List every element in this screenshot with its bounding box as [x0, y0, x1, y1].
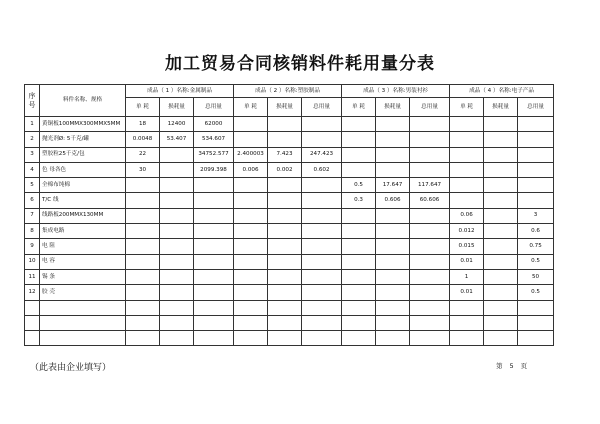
table-cell: [376, 224, 410, 239]
table-cell: [376, 331, 410, 346]
table-cell: [234, 193, 268, 208]
table-cell: [410, 254, 450, 269]
table-cell: [376, 254, 410, 269]
row-number: [25, 331, 40, 346]
table-cell: [410, 269, 450, 284]
table-cell: 3: [518, 208, 554, 223]
material-name: T/C 线: [40, 193, 126, 208]
table-cell: [518, 162, 554, 177]
row-number: 12: [25, 285, 40, 300]
table-cell: [376, 285, 410, 300]
table-cell: [126, 178, 160, 193]
row-number: 8: [25, 224, 40, 239]
table-cell: 0.01: [450, 285, 484, 300]
table-cell: [302, 178, 342, 193]
header-seq: 序号: [25, 85, 40, 117]
row-number: 9: [25, 239, 40, 254]
table-row: [25, 162, 554, 177]
table-cell: [450, 331, 484, 346]
table-row: [25, 208, 554, 223]
table-cell: [126, 224, 160, 239]
header-total-usage-2: 总用量: [302, 98, 342, 117]
table-cell: [484, 193, 518, 208]
table-cell: [234, 269, 268, 284]
table-cell: [126, 239, 160, 254]
table-cell: [410, 208, 450, 223]
table-cell: [268, 315, 302, 330]
table-cell: [342, 224, 376, 239]
table-cell: [194, 254, 234, 269]
table-cell: [484, 147, 518, 162]
table-cell: [268, 208, 302, 223]
header-product-3: 成品（ 3 ）名称:男装衬衫: [342, 85, 450, 98]
table-cell: [410, 239, 450, 254]
material-name: 抛光剂Ø: 5千克/罐: [40, 132, 126, 147]
table-cell: [376, 300, 410, 315]
table-cell: [484, 162, 518, 177]
table-row: [25, 117, 554, 132]
table-cell: 7.423: [268, 147, 302, 162]
header-loss-amount-1: 损耗量: [160, 98, 194, 117]
row-number: 1: [25, 117, 40, 132]
table-cell: [484, 117, 518, 132]
material-name: [40, 300, 126, 315]
table-cell: [450, 132, 484, 147]
row-number: 7: [25, 208, 40, 223]
table-cell: [234, 315, 268, 330]
table-cell: [302, 285, 342, 300]
table-cell: [194, 285, 234, 300]
table-cell: [268, 269, 302, 284]
table-cell: [234, 208, 268, 223]
table-cell: [484, 239, 518, 254]
table-row: [25, 224, 554, 239]
table-cell: [518, 117, 554, 132]
table-cell: [376, 239, 410, 254]
table-row: [25, 285, 554, 300]
table-cell: [268, 300, 302, 315]
table-cell: [126, 254, 160, 269]
table-cell: 0.6: [518, 224, 554, 239]
table-cell: [410, 162, 450, 177]
table-cell: [376, 117, 410, 132]
table-cell: 0.5: [518, 285, 554, 300]
row-number: 4: [25, 162, 40, 177]
table-row: [25, 269, 554, 284]
material-name: [40, 315, 126, 330]
table-cell: [194, 315, 234, 330]
table-cell: 12400: [160, 117, 194, 132]
table-cell: [410, 300, 450, 315]
table-cell: [160, 193, 194, 208]
table-cell: [518, 147, 554, 162]
table-cell: 30: [126, 162, 160, 177]
table-cell: [268, 239, 302, 254]
table-cell: [342, 132, 376, 147]
table-cell: 0.3: [342, 193, 376, 208]
table-cell: [126, 193, 160, 208]
table-cell: 0.0048: [126, 132, 160, 147]
table-cell: [450, 300, 484, 315]
material-name: 胶 壳: [40, 285, 126, 300]
header-unit-consumption-2: 单 耗: [234, 98, 268, 117]
row-number: 10: [25, 254, 40, 269]
table-cell: [234, 117, 268, 132]
table-cell: 1: [450, 269, 484, 284]
table-cell: [484, 269, 518, 284]
table-cell: [342, 315, 376, 330]
header-unit-consumption-3: 单 耗: [342, 98, 376, 117]
table-cell: 0.015: [450, 239, 484, 254]
table-cell: [376, 162, 410, 177]
table-cell: [194, 239, 234, 254]
table-cell: [234, 300, 268, 315]
table-cell: [450, 193, 484, 208]
table-cell: [234, 239, 268, 254]
table-cell: [518, 178, 554, 193]
table-cell: [518, 132, 554, 147]
table-cell: [160, 162, 194, 177]
header-row-products: [25, 85, 554, 98]
table-cell: [450, 117, 484, 132]
material-name: 电 阻: [40, 239, 126, 254]
table-cell: [410, 132, 450, 147]
table-cell: [234, 132, 268, 147]
table-cell: [234, 224, 268, 239]
table-cell: [484, 315, 518, 330]
table-cell: [410, 285, 450, 300]
table-cell: [342, 269, 376, 284]
table-cell: [194, 331, 234, 346]
table-cell: [376, 269, 410, 284]
table-cell: [302, 132, 342, 147]
table-cell: [194, 269, 234, 284]
table-cell: [518, 193, 554, 208]
table-cell: [126, 300, 160, 315]
table-cell: 0.012: [450, 224, 484, 239]
table-cell: [342, 208, 376, 223]
table-cell: [302, 208, 342, 223]
header-loss-amount-4: 损耗量: [484, 98, 518, 117]
table-cell: [194, 224, 234, 239]
table-cell: [268, 331, 302, 346]
row-number: 3: [25, 147, 40, 162]
table-row: [25, 331, 554, 346]
table-cell: 34752.577: [194, 147, 234, 162]
table-cell: 0.06: [450, 208, 484, 223]
material-name: 塑胶粒25千克/包: [40, 147, 126, 162]
header-unit-consumption-1: 单 耗: [126, 98, 160, 117]
table-cell: [302, 239, 342, 254]
table-cell: [410, 224, 450, 239]
table-row: [25, 193, 554, 208]
table-cell: 2099.398: [194, 162, 234, 177]
table-cell: 0.002: [268, 162, 302, 177]
table-cell: [484, 300, 518, 315]
table-cell: [160, 224, 194, 239]
header-unit-consumption-4: 单 耗: [450, 98, 484, 117]
header-total-usage-4: 总用量: [518, 98, 554, 117]
row-number: 6: [25, 193, 40, 208]
table-cell: [268, 132, 302, 147]
table-cell: [518, 315, 554, 330]
table-cell: [484, 178, 518, 193]
table-cell: [450, 147, 484, 162]
table-cell: 247.423: [302, 147, 342, 162]
table-cell: [342, 117, 376, 132]
table-cell: [410, 331, 450, 346]
table-cell: [160, 300, 194, 315]
table-row: [25, 132, 554, 147]
table-cell: [160, 331, 194, 346]
table-cell: [160, 208, 194, 223]
table-cell: 0.006: [234, 162, 268, 177]
table-cell: [484, 224, 518, 239]
table-row: [25, 254, 554, 269]
header-product-4: 成品（ 4 ）名称:电子产品: [450, 85, 554, 98]
table-cell: 0.75: [518, 239, 554, 254]
table-cell: [160, 147, 194, 162]
table-cell: [302, 269, 342, 284]
material-name: [40, 331, 126, 346]
table-cell: 22: [126, 147, 160, 162]
material-name: 集成电路: [40, 224, 126, 239]
table-cell: [342, 162, 376, 177]
row-number: [25, 315, 40, 330]
row-number: 5: [25, 178, 40, 193]
table-cell: [302, 315, 342, 330]
table-row: [25, 300, 554, 315]
table-cell: [126, 315, 160, 330]
table-cell: [450, 162, 484, 177]
table-cell: [342, 147, 376, 162]
table-cell: [484, 132, 518, 147]
table-cell: [376, 315, 410, 330]
table-cell: [376, 208, 410, 223]
table-cell: 2.400003: [234, 147, 268, 162]
table-cell: 62000: [194, 117, 234, 132]
table-cell: [126, 269, 160, 284]
table-cell: 0.5: [342, 178, 376, 193]
table-cell: [376, 147, 410, 162]
table-cell: [342, 239, 376, 254]
table-row: [25, 315, 554, 330]
footer-note: （此表由企业填写）: [30, 363, 112, 373]
page-number: 第 5 页: [496, 362, 528, 370]
header-loss-amount-3: 损耗量: [376, 98, 410, 117]
table-cell: 18: [126, 117, 160, 132]
table-cell: [484, 331, 518, 346]
table-cell: 0.602: [302, 162, 342, 177]
table-cell: [126, 208, 160, 223]
table-cell: [234, 254, 268, 269]
table-row: [25, 178, 554, 193]
table-cell: 60.606: [410, 193, 450, 208]
page-title: 加工贸易合同核销料件耗用量分表: [165, 54, 435, 74]
table-cell: [450, 315, 484, 330]
table-cell: [160, 254, 194, 269]
table-cell: [160, 269, 194, 284]
table-cell: [268, 193, 302, 208]
table-cell: 0.5: [518, 254, 554, 269]
table-cell: [342, 331, 376, 346]
consumption-table: [24, 84, 554, 346]
table-cell: [268, 224, 302, 239]
table-cell: [126, 285, 160, 300]
table-cell: 0.01: [450, 254, 484, 269]
table-cell: [234, 331, 268, 346]
table-cell: [410, 315, 450, 330]
table-row: [25, 147, 554, 162]
table-cell: [160, 285, 194, 300]
header-material: 料件名称、规格: [40, 85, 126, 117]
table-cell: [302, 193, 342, 208]
table-cell: [484, 208, 518, 223]
table-cell: [160, 315, 194, 330]
table-cell: [342, 300, 376, 315]
header-product-1: 成品（ 1 ）名称:金属制品: [126, 85, 234, 98]
table-cell: [410, 117, 450, 132]
table-cell: [126, 331, 160, 346]
table-cell: 53.407: [160, 132, 194, 147]
material-name: 锡 条: [40, 269, 126, 284]
table-cell: [484, 285, 518, 300]
header-loss-amount-2: 损耗量: [268, 98, 302, 117]
table-cell: [484, 254, 518, 269]
table-cell: [268, 117, 302, 132]
table-cell: [376, 132, 410, 147]
table-cell: [302, 117, 342, 132]
material-name: 电 容: [40, 254, 126, 269]
table-cell: [234, 178, 268, 193]
table-cell: [160, 239, 194, 254]
row-number: [25, 300, 40, 315]
table-cell: [194, 178, 234, 193]
table-cell: [302, 224, 342, 239]
table-cell: [194, 300, 234, 315]
header-total-usage-1: 总用量: [194, 98, 234, 117]
table-cell: 17.647: [376, 178, 410, 193]
table-cell: 534.607: [194, 132, 234, 147]
row-number: 11: [25, 269, 40, 284]
table-cell: [268, 285, 302, 300]
table-cell: [518, 331, 554, 346]
material-name: 全棉布纯棉: [40, 178, 126, 193]
table-cell: [194, 193, 234, 208]
table-cell: [234, 285, 268, 300]
table-cell: [268, 254, 302, 269]
row-number: 2: [25, 132, 40, 147]
table-cell: [342, 254, 376, 269]
material-name: 线路板200MMX130MM: [40, 208, 126, 223]
table-cell: [342, 285, 376, 300]
header-product-2: 成品（ 2 ）名称:塑胶制品: [234, 85, 342, 98]
material-name: 色 母各色: [40, 162, 126, 177]
table-cell: [302, 331, 342, 346]
table-cell: [194, 208, 234, 223]
header-total-usage-3: 总用量: [410, 98, 450, 117]
table-cell: [450, 178, 484, 193]
table-row: [25, 239, 554, 254]
table-cell: [518, 300, 554, 315]
table-cell: [302, 300, 342, 315]
table-cell: 0.606: [376, 193, 410, 208]
material-name: 黄铜板100MMX300MMX5MM: [40, 117, 126, 132]
table-cell: [268, 178, 302, 193]
table-cell: [302, 254, 342, 269]
table-cell: 117.647: [410, 178, 450, 193]
table-cell: [160, 178, 194, 193]
table-cell: 50: [518, 269, 554, 284]
table-cell: [410, 147, 450, 162]
